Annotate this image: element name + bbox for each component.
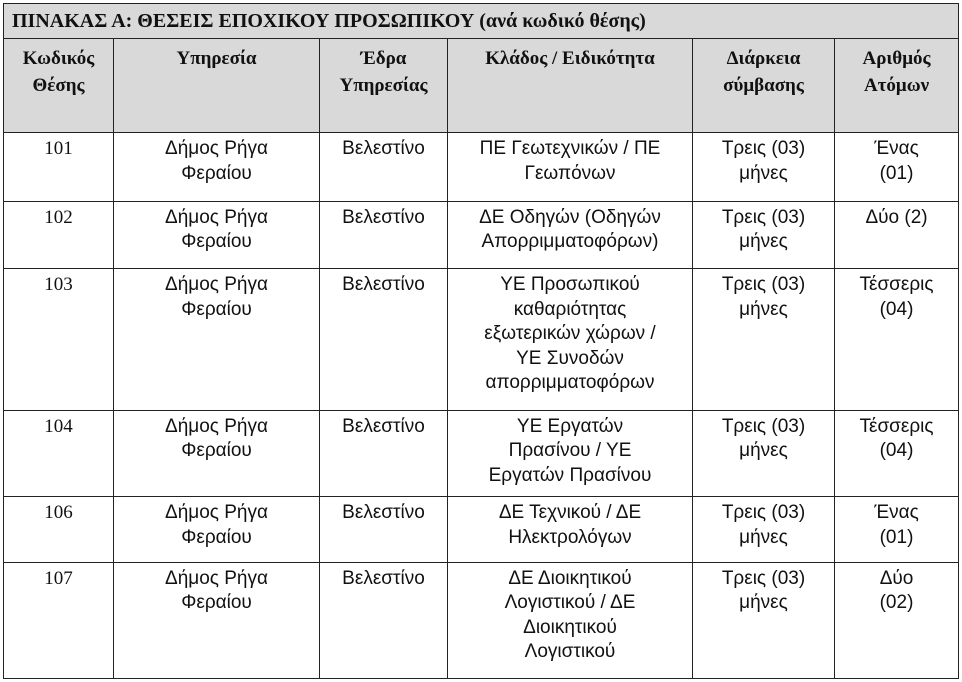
title-row [4, 4, 959, 39]
service-cell-line: Φεραίου [181, 162, 252, 184]
positions-table [3, 3, 959, 679]
persons-cell-line: Ένας [874, 502, 919, 524]
service-cell-line: Δήμος Ρήγα [165, 206, 268, 228]
duration-cell-line: μήνες [739, 440, 788, 462]
code-cell: 107 [4, 562, 114, 678]
specialty-cell-line: Πρασίνου / ΥΕ [508, 440, 632, 462]
persons-cell-line: Δύο [879, 567, 914, 589]
seat-cell: Βελεστίνο [320, 562, 448, 678]
specialty-cell-line: ΥΕ Προσωπικού [500, 274, 640, 296]
persons-cell [835, 269, 959, 410]
table-row [4, 269, 959, 410]
service-cell [114, 133, 320, 202]
service-cell [114, 269, 320, 410]
persons-cell [835, 562, 959, 678]
duration-cell [693, 201, 835, 269]
duration-cell-line: μήνες [739, 231, 788, 253]
header-specialty [448, 39, 693, 133]
specialty-cell-line: καθαριότητας [513, 298, 627, 320]
duration-cell-line: Τρεις (03) [721, 415, 806, 437]
code-cell: 103 [4, 269, 114, 410]
specialty-cell-line: Γεωπόνων [524, 162, 616, 184]
persons-cell-line: Τέσσερις [859, 274, 934, 296]
specialty-cell-line: Λογιστικού / ΔΕ [504, 592, 636, 614]
specialty-cell-line: Λογιστικού [524, 641, 616, 663]
table-title: ΠΙΝΑΚΑΣ Α: ΘΕΣΕΙΣ ΕΠΟΧΙΚΟΥ ΠΡΟΣΩΠΙΚΟΥ (ανά κωδικό θέσης) [4, 4, 959, 39]
service-cell-line: Δήμος Ρήγα [165, 138, 268, 160]
duration-cell-line: μήνες [739, 592, 788, 614]
seat-cell: Βελεστίνο [320, 269, 448, 410]
service-cell-line: Φεραίου [181, 526, 252, 548]
service-cell-line: Φεραίου [181, 298, 252, 320]
table-row [4, 133, 959, 202]
service-cell-line: Φεραίου [181, 231, 252, 253]
specialty-cell [448, 269, 693, 410]
duration-cell [693, 269, 835, 410]
header-code [4, 39, 114, 133]
service-cell [114, 497, 320, 563]
duration-cell-line: μήνες [739, 526, 788, 548]
persons-cell-line: Τέσσερις [859, 415, 934, 437]
duration-cell-line: Τρεις (03) [721, 206, 806, 228]
persons-cell-line: Ένας [874, 138, 919, 160]
specialty-cell-line: ΥΕ Συνοδών [516, 347, 624, 369]
header-seat [320, 39, 448, 133]
service-cell-line: Δήμος Ρήγα [165, 415, 268, 437]
seat-cell: Βελεστίνο [320, 497, 448, 563]
duration-cell-line: Τρεις (03) [721, 138, 806, 160]
code-cell: 106 [4, 497, 114, 563]
persons-cell [835, 201, 959, 269]
duration-cell-line: Τρεις (03) [721, 502, 806, 524]
duration-cell-line: Τρεις (03) [721, 567, 806, 589]
header-seat-line: Έδρα [360, 48, 407, 70]
specialty-cell [448, 562, 693, 678]
specialty-cell [448, 497, 693, 563]
specialty-cell [448, 410, 693, 497]
header-row [4, 39, 959, 133]
code-cell: 102 [4, 201, 114, 269]
duration-cell-line: μήνες [739, 298, 788, 320]
header-duration [693, 39, 835, 133]
header-persons-line: Ατόμων [863, 75, 930, 97]
persons-cell-line: (02) [879, 592, 914, 614]
service-cell-line: Δήμος Ρήγα [165, 274, 268, 296]
duration-cell [693, 562, 835, 678]
persons-cell-line: (04) [879, 440, 914, 462]
specialty-cell-line: Διοικητικού [523, 616, 617, 638]
persons-cell [835, 133, 959, 202]
specialty-cell-line: Απορριμματοφόρων) [481, 231, 659, 253]
specialty-cell-line: εξωτερικών χώρων / [484, 323, 656, 345]
duration-cell [693, 410, 835, 497]
persons-cell-line: (04) [879, 298, 914, 320]
specialty-cell-line: ΔΕ Τεχνικού / ΔΕ [498, 502, 642, 524]
header-persons [835, 39, 959, 133]
persons-cell [835, 410, 959, 497]
specialty-cell-line: Εργατών Πρασίνου [488, 464, 652, 486]
service-cell-line: Δήμος Ρήγα [165, 502, 268, 524]
specialty-cell-line: ΔΕ Διοικητικού [508, 567, 632, 589]
service-cell-line: Φεραίου [181, 592, 252, 614]
seat-cell: Βελεστίνο [320, 410, 448, 497]
header-service [114, 39, 320, 133]
seat-cell: Βελεστίνο [320, 201, 448, 269]
header-duration-line: Διάρκεια [726, 48, 801, 70]
header-code-line: Θέσης [32, 75, 85, 97]
table-row [4, 562, 959, 678]
header-code-line: Κωδικός [22, 48, 95, 70]
header-persons-line: Αριθμός [862, 48, 931, 70]
header-seat-line: Υπηρεσίας [339, 75, 428, 97]
table-row [4, 410, 959, 497]
persons-cell [835, 497, 959, 563]
specialty-cell [448, 201, 693, 269]
specialty-cell-line: ΔΕ Οδηγών (Οδηγών [479, 206, 661, 228]
code-cell: 104 [4, 410, 114, 497]
service-cell [114, 201, 320, 269]
specialty-cell-line: ΥΕ Εργατών [516, 415, 624, 437]
service-cell-line: Φεραίου [181, 440, 252, 462]
persons-cell-line: Δύο (2) [865, 206, 928, 228]
persons-cell-line: (01) [879, 526, 914, 548]
service-cell [114, 410, 320, 497]
header-specialty-line: Κλάδος / Ειδικότητα [485, 48, 655, 70]
service-cell-line: Δήμος Ρήγα [165, 567, 268, 589]
header-duration-line: σύμβασης [723, 75, 804, 97]
duration-cell-line: μήνες [739, 162, 788, 184]
specialty-cell [448, 133, 693, 202]
duration-cell [693, 497, 835, 563]
table-row [4, 201, 959, 269]
table-row [4, 497, 959, 563]
seat-cell: Βελεστίνο [320, 133, 448, 202]
duration-cell [693, 133, 835, 202]
specialty-cell-line: ΠΕ Γεωτεχνικών / ΠΕ [479, 138, 661, 160]
service-cell [114, 562, 320, 678]
specialty-cell-line: Ηλεκτρολόγων [508, 526, 632, 548]
duration-cell-line: Τρεις (03) [721, 274, 806, 296]
header-service-line: Υπηρεσία [176, 48, 257, 70]
code-cell: 101 [4, 133, 114, 202]
specialty-cell-line: απορριμματοφόρων [485, 372, 655, 394]
persons-cell-line: (01) [879, 162, 914, 184]
